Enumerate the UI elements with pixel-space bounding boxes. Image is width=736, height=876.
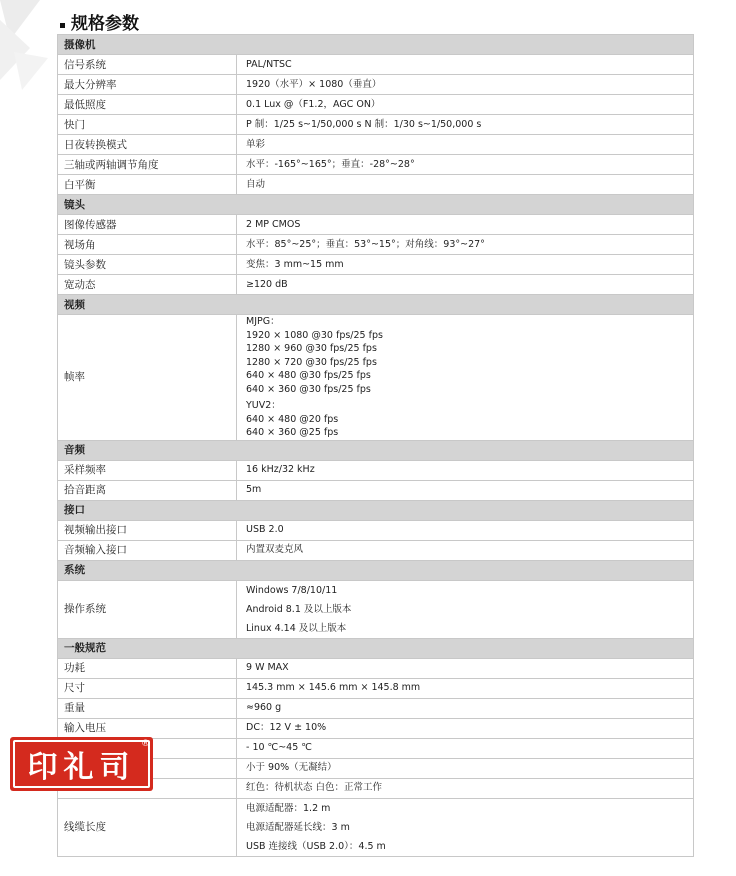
spec-label: 日夜转换模式 bbox=[58, 135, 237, 155]
spec-value-line: 电源适配器：1.2 m bbox=[246, 802, 331, 814]
spec-row bbox=[58, 658, 694, 678]
spec-value: 5m bbox=[237, 480, 694, 500]
spec-row bbox=[58, 75, 694, 95]
spec-label: 宽动态 bbox=[58, 275, 237, 295]
spec-value bbox=[237, 315, 694, 441]
spec-label: 最大分辨率 bbox=[58, 75, 237, 95]
spec-label: 音频输入接口 bbox=[58, 540, 237, 560]
spec-row bbox=[58, 480, 694, 500]
spec-label: 采样频率 bbox=[58, 460, 237, 480]
spec-label: 视频输出接口 bbox=[58, 520, 237, 540]
section-header-row bbox=[58, 35, 694, 55]
spec-value: PAL/NTSC bbox=[237, 55, 694, 75]
spec-row bbox=[58, 255, 694, 275]
spec-row bbox=[58, 580, 694, 638]
spec-row bbox=[58, 235, 694, 255]
spec-value: DC：12 V ± 10% bbox=[237, 718, 694, 738]
brand-stamp-logo bbox=[10, 737, 153, 791]
registered-mark: ® bbox=[141, 739, 150, 749]
stamp-text: 印礼司 bbox=[13, 740, 150, 788]
spec-label: 输入电压 bbox=[58, 718, 237, 738]
spec-table bbox=[57, 34, 694, 857]
spec-value: ≈960 g bbox=[237, 698, 694, 718]
spec-value: 红色：待机状态 白色：正常工作 bbox=[237, 778, 694, 798]
spec-value: P 制：1/25 s~1/50,000 s N 制：1/30 s~1/50,000 s bbox=[237, 115, 694, 135]
spec-label: 三轴或两轴调节角度 bbox=[58, 155, 237, 175]
spec-value-line: Windows 7/8/10/11 bbox=[246, 584, 338, 596]
spec-value-line: 640 × 480 @30 fps/25 fps bbox=[246, 370, 371, 381]
spec-label: 操作系统 bbox=[58, 580, 237, 638]
page-title-text: 规格参数 bbox=[71, 13, 139, 34]
section-header-row bbox=[58, 295, 694, 315]
section-title: 系统 bbox=[58, 560, 694, 580]
spec-value-line: Android 8.1 及以上版本 bbox=[246, 603, 352, 615]
spec-value: 0.1 Lux @（F1.2，AGC ON） bbox=[237, 95, 694, 115]
spec-label: 图像传感器 bbox=[58, 215, 237, 235]
spec-value-line: Linux 4.14 及以上版本 bbox=[246, 622, 347, 634]
spec-row bbox=[58, 520, 694, 540]
spec-row bbox=[58, 315, 694, 441]
spec-label: 功耗 bbox=[58, 658, 237, 678]
spec-value-line: 640 × 480 @20 fps bbox=[246, 413, 339, 425]
spec-row bbox=[58, 678, 694, 698]
spec-row bbox=[58, 55, 694, 75]
page-title bbox=[60, 6, 139, 36]
section-title: 视频 bbox=[58, 295, 694, 315]
title-bullet bbox=[60, 23, 65, 28]
spec-value: 自动 bbox=[237, 175, 694, 195]
spec-row bbox=[58, 460, 694, 480]
section-header-row bbox=[58, 560, 694, 580]
spec-value-line: 640 × 360 @25 fps bbox=[246, 427, 339, 438]
spec-row bbox=[58, 175, 694, 195]
spec-value: 水平：-165°~165°；垂直：-28°~28° bbox=[237, 155, 694, 175]
spec-value: ≥120 dB bbox=[237, 275, 694, 295]
spec-label: 快门 bbox=[58, 115, 237, 135]
section-header-row bbox=[58, 440, 694, 460]
spec-row bbox=[58, 540, 694, 560]
spec-value: 16 kHz/32 kHz bbox=[237, 460, 694, 480]
spec-value-line: 1280 × 720 @30 fps/25 fps bbox=[246, 356, 377, 368]
spec-label: 帧率 bbox=[58, 315, 237, 441]
spec-value: 水平：85°~25°；垂直：53°~15°；对角线：93°~27° bbox=[237, 235, 694, 255]
spec-row bbox=[58, 798, 694, 856]
spec-value: 9 W MAX bbox=[237, 658, 694, 678]
spec-value bbox=[237, 798, 694, 856]
section-title: 镜头 bbox=[58, 195, 694, 215]
spec-row bbox=[58, 115, 694, 135]
spec-label: 重量 bbox=[58, 698, 237, 718]
spec-label: 最低照度 bbox=[58, 95, 237, 115]
spec-value-line: YUV2： bbox=[246, 400, 281, 411]
spec-value-line: 1280 × 960 @30 fps/25 fps bbox=[246, 343, 377, 354]
spec-value: USB 2.0 bbox=[237, 520, 694, 540]
spec-row bbox=[58, 95, 694, 115]
spec-value: 145.3 mm × 145.6 mm × 145.8 mm bbox=[237, 678, 694, 698]
spec-row bbox=[58, 698, 694, 718]
spec-value: 小于 90%（无凝结） bbox=[237, 758, 694, 778]
spec-value-line: 1920 × 1080 @30 fps/25 fps bbox=[246, 329, 383, 341]
spec-row bbox=[58, 718, 694, 738]
spec-value: 2 MP CMOS bbox=[237, 215, 694, 235]
spec-value: 1920（水平）× 1080（垂直） bbox=[237, 75, 694, 95]
spec-value-line: MJPG： bbox=[246, 316, 280, 327]
spec-value-line: USB 连接线（USB 2.0）：4.5 m bbox=[246, 840, 386, 852]
spec-label: 尺寸 bbox=[58, 678, 237, 698]
spec-value: - 10 ℃~45 ℃ bbox=[237, 738, 694, 758]
spec-label: 视场角 bbox=[58, 235, 237, 255]
spec-row bbox=[58, 215, 694, 235]
spec-value: 变焦：3 mm~15 mm bbox=[237, 255, 694, 275]
spec-value bbox=[237, 580, 694, 638]
spec-value: 内置双麦克风 bbox=[237, 540, 694, 560]
spec-label: 拾音距离 bbox=[58, 480, 237, 500]
spec-value-line: 电源适配器延长线：3 m bbox=[246, 821, 350, 833]
section-header-row bbox=[58, 500, 694, 520]
spec-row bbox=[58, 155, 694, 175]
spec-value-line: 640 × 360 @30 fps/25 fps bbox=[246, 383, 371, 395]
section-title: 接口 bbox=[58, 500, 694, 520]
section-header-row bbox=[58, 638, 694, 658]
section-header-row bbox=[58, 195, 694, 215]
spec-value: 单彩 bbox=[237, 135, 694, 155]
section-title: 摄像机 bbox=[58, 35, 694, 55]
spec-label: 信号系统 bbox=[58, 55, 237, 75]
spec-label: 线缆长度 bbox=[58, 798, 237, 856]
spec-label: 镜头参数 bbox=[58, 255, 237, 275]
section-title: 一般规范 bbox=[58, 638, 694, 658]
spec-label: 白平衡 bbox=[58, 175, 237, 195]
spec-row bbox=[58, 135, 694, 155]
section-title: 音频 bbox=[58, 440, 694, 460]
spec-row bbox=[58, 275, 694, 295]
